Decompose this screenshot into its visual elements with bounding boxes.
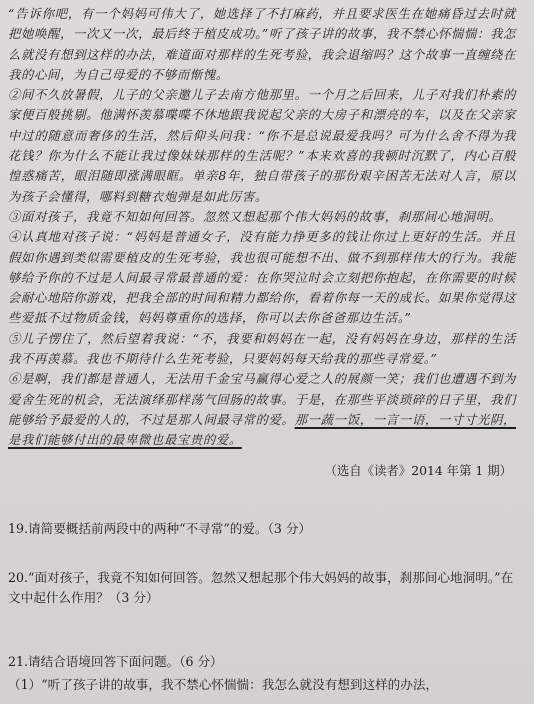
source-citation: （选自《读者》2014 年第 1 期）: [324, 462, 512, 478]
paragraph-2: ②间不久放暑假，儿子的父亲邀儿子去南方他那里。一个月之后回来，儿子对我们朴素的家便百般挑剔。他满怀羡慕喋喋不休地跟我说起父亲的大房子和漂亮的车，以及在父亲家中过的随意而奢侈的生活，然后仰头问我：“你不是总说最爱我吗？可为什么舍不得为我花钱？你为什么不能让我过像妹妹那样的生活呢？”本来欢喜的我顿时沉默了，内心百般惶惑痛苦，眼泪随即涨满眼眶。单亲8年，独自带孩子的那份艰辛困苦无法对人言，原以为孩子会懂得，哪料到糖衣炮弹是如此厉害。: [8, 87, 516, 204]
paragraph-5: ⑤儿子愣住了，然后望着我说：“不，我要和妈妈在一起，没有妈妈在身边，那样的生活我不再羡慕。我也不期待什么生死考验，只要妈妈每天给我的那些寻常爱。”: [8, 330, 516, 367]
paragraph-4: ④认真地对孩子说：“妈妈是普通女子，没有能力挣更多的钱让你过上更好的生活。并且假如你遇到类似需要植皮的生死考验，我也很可能想不出、做不到那样伟大的行为。我能够给予你的不过是人间最寻常最普通的爱：在你哭泣时会立刻把你抱起，在你需要的时候会耐心地陪你游戏，把我全部的时间和精力都给你，看着你每一天的成长。如果你觉得这些爱抵不过物质金钱，妈妈尊重你的选择，你可以去你爸爸那边生活。”: [8, 229, 516, 326]
question-21: 21.请结合语境回答下面问题。（6 分）: [8, 654, 223, 669]
paragraph-6: [8, 369, 516, 450]
paragraph-3: ③面对孩子，我竟不知如何回答。忽然又想起那个伟大妈妈的故事，刹那间心地洞明。: [8, 208, 502, 224]
paragraph-6-text: ⑥是啊，我们都是普通人，无法用千金宝马赢得心爱之人的展颜一笑；我们也遭遇不到为爱舍生死的机会，无法演绎那样荡气回肠的故事。于是，在那些平淡琐碎的日子里，我们能够给予最爱的人的，不过是那人间最寻常的爱。: [8, 371, 516, 427]
reading-passage: [8, 4, 516, 451]
question-21-part-1: （1）“听了孩子讲的故事，我不禁心怀惴惴：我怎么就没有想到这样的办法，: [8, 677, 439, 692]
paragraph-1: “告诉你吧，有一个妈妈可伟大了，她选择了不打麻药，并且要求医生在她痛昏过去时就把她唤醒，一次又一次，最后终于植皮成功。”听了孩子讲的故事，我不禁心怀惴惴：我怎么就没有想到这样的办法，难道面对那样的生死考验，我会退缩吗？这个故事一直缠绕在我的心间，为自己母爱的不够而惭愧。: [8, 6, 516, 82]
underlined-sentence: 那一蔬一饭，一言一语，一寸寸光阴，是我们能够付出的最卑微也最宝贵的爱。: [8, 411, 517, 448]
question-20: 20.“面对孩子，我竟不知如何回答。忽然又想起那个伟大妈妈的故事，刹那间心地洞明。”在文中起什么作用？（3 分）: [8, 570, 514, 605]
question-19: 19.请简要概括前两段中的两种“不寻常”的爱。（3 分）: [8, 521, 312, 536]
